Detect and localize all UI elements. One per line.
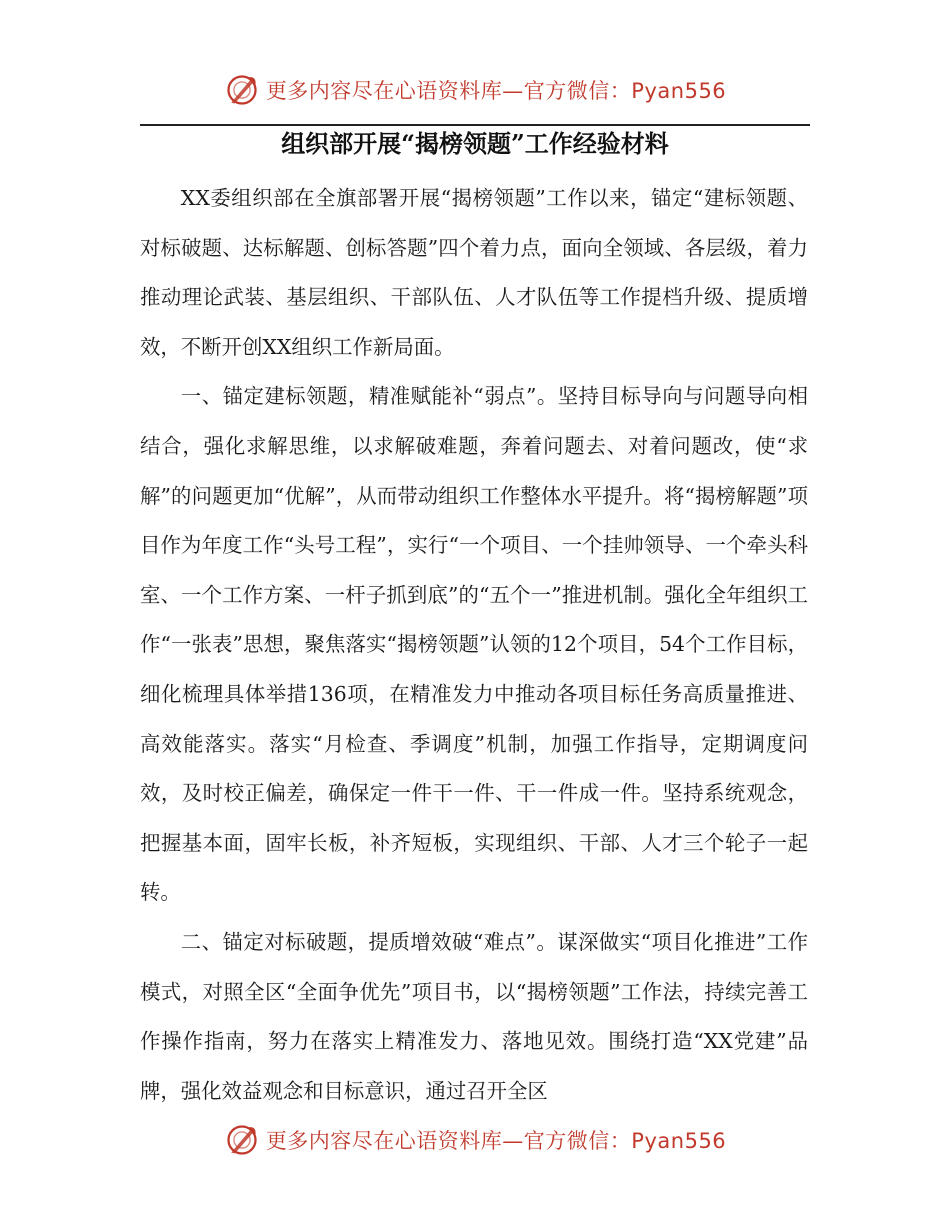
- document-body: [140, 174, 808, 1116]
- footer-watermark-banner: [0, 1120, 950, 1160]
- banner-text: 更多内容尽在心语资料库—官方微信：Pyan556: [265, 79, 727, 103]
- banner-text: 更多内容尽在心语资料库—官方微信：Pyan556: [265, 1129, 727, 1153]
- document-title: 组织部开展“揭榜领题”工作经验材料: [281, 129, 669, 158]
- paragraph-intro: XX委组织部在全旗部署开展“揭榜领题”工作以来，锚定“建标领题、对标破题、达标解题、创标答题”四个着力点，面向全领域、各层级，着力推动理论武装、基层组织、干部队伍、人才队伍等工作提档升级、提质增效，不断开创XX组织工作新局面。: [140, 186, 808, 359]
- header-watermark-banner: [0, 70, 950, 110]
- quill-pen-logo-icon: [224, 72, 260, 108]
- paragraph-section-2: 二、锚定对标破题，提质增效破“难点”。谋深做实“项目化推进”工作模式，对照全区“全面争优先”项目书，以“揭榜领题”工作法，持续完善工作操作指南，努力在落实上精准发力、落地见效。围绕打造“XX党建”品牌，强化效益观念和目标意识，通过召开全区: [140, 929, 808, 1103]
- quill-pen-logo-icon: [224, 1122, 260, 1158]
- paragraph-section-1: 一、锚定建标领题，精准赋能补“弱点”。坚持目标导向与问题导向相结合，强化求解思维，以求解破难题，奔着问题去、对着问题改，使“求解”的问题更加“优解”，从而带动组织工作整体水平提升。将“揭榜解题”项目作为年度工作“头号工程”，实行“一个项目、一个挂帅领导、一个牵头科室、一个工作方案、一杆子抓到底”的“五个一”推进机制。强化全年组织工作“一张表”思想，聚焦落实“揭榜领题”认领的12个项目，54个工作目标，细化梳理具体举措136项，在精准发力中推动各项目标任务高质量推进、高效能落实。落实“月检查、季调度”机制，加强工作指导，定期调度问效，及时校正偏差，确保定一件干一件、干一件成一件。坚持系统观念，把握基本面，固牢长板，补齐短板，实现组织、干部、人才三个轮子一起转。: [140, 384, 808, 905]
